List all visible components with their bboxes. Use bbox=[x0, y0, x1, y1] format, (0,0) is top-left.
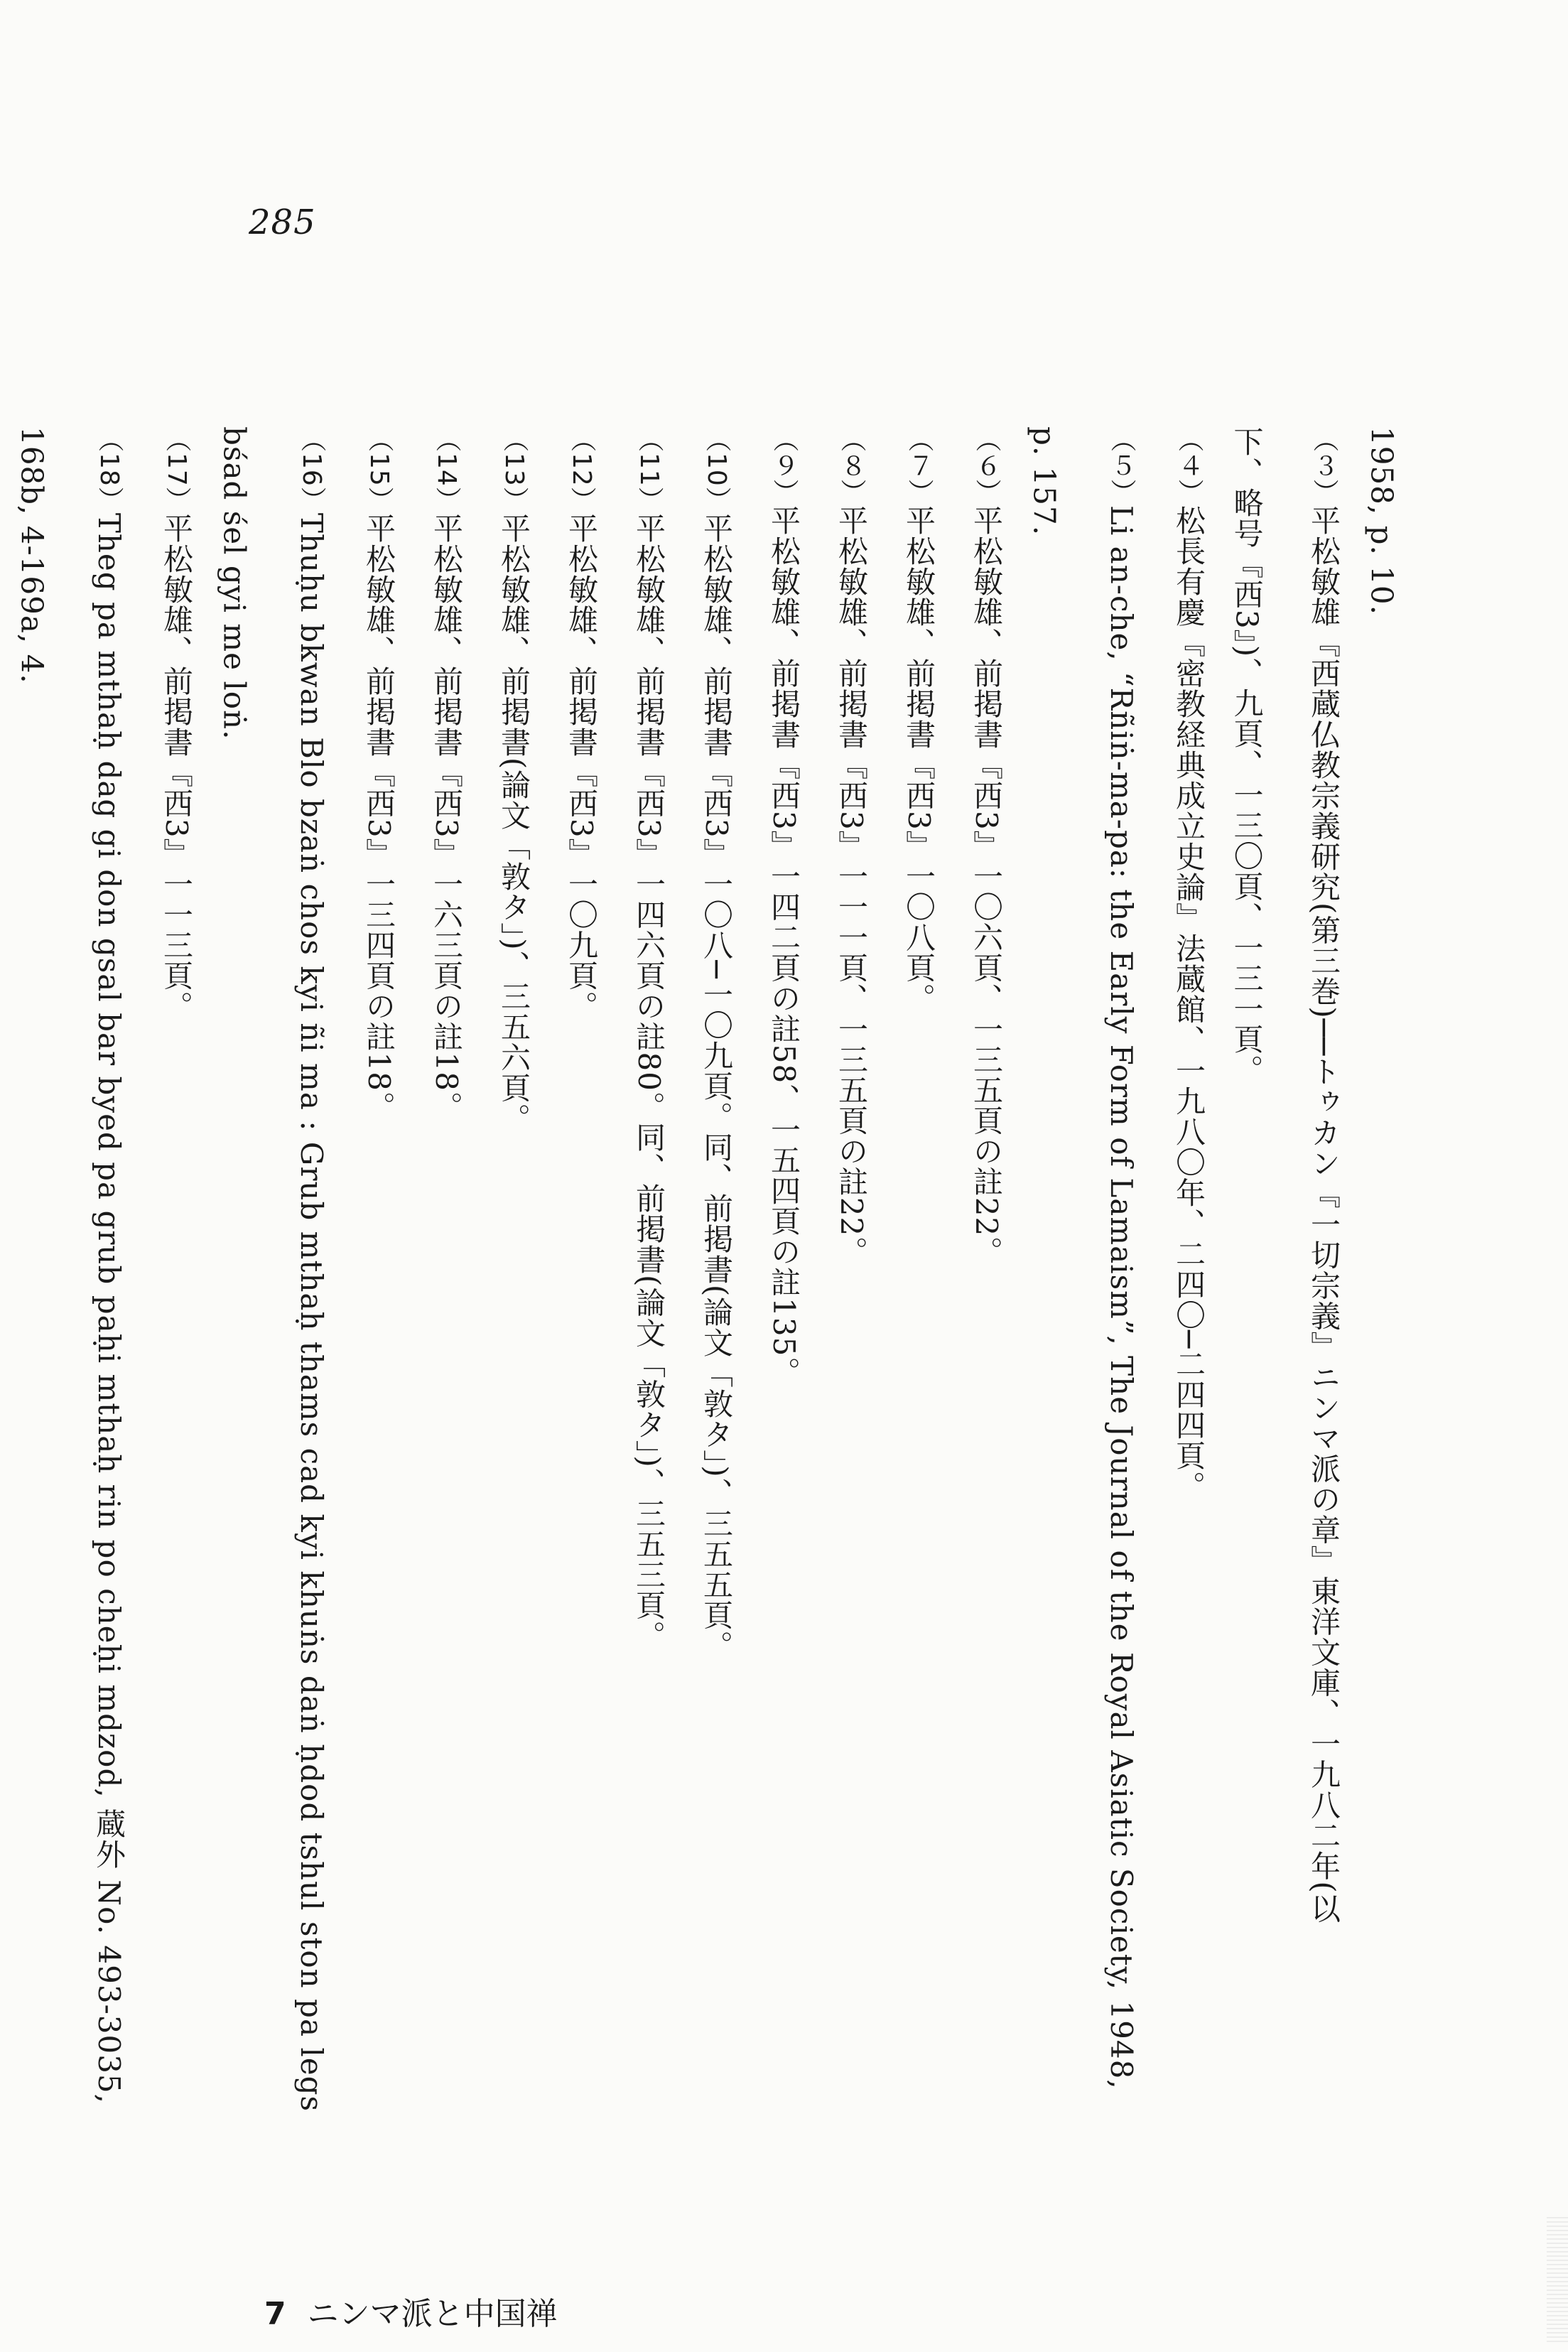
note-number: （９） bbox=[769, 426, 799, 505]
note-number: （６） bbox=[972, 426, 1001, 505]
running-footer bbox=[264, 2288, 558, 2334]
note-line bbox=[673, 426, 740, 2217]
note-line bbox=[740, 426, 808, 2217]
note-line bbox=[0, 426, 65, 2217]
note-text: bśad śel gyi me loṅ. bbox=[217, 426, 252, 740]
note-text: 168b, 4-169a, 4. bbox=[14, 426, 50, 684]
note-number: （７） bbox=[904, 426, 934, 505]
note-line bbox=[200, 426, 268, 2217]
note-text: 平松敏雄、前掲書『西3』一〇九頁。 bbox=[564, 512, 599, 1022]
note-line bbox=[605, 426, 673, 2217]
note-text: Thuḥu bkwan Blo bzaṅ chos kyi ñi ma : Grub mthaḥ thams cad kyi khuṅs daṅ ḥdod tshul ston pa legs bbox=[294, 512, 329, 2113]
note-line bbox=[1078, 426, 1145, 2217]
page-number: 285 bbox=[249, 203, 316, 242]
note-text: 平松敏雄、前掲書『西3』一六三頁の註18。 bbox=[429, 512, 464, 1122]
note-text: 平松敏雄、前掲書『西3』一三四頁の註18。 bbox=[362, 512, 396, 1122]
note-line bbox=[1145, 426, 1213, 2217]
note-line bbox=[403, 426, 470, 2217]
note-line bbox=[133, 426, 200, 2217]
note-number: （10） bbox=[702, 426, 731, 513]
note-number: （５） bbox=[1107, 426, 1136, 505]
note-number: （８） bbox=[837, 426, 866, 505]
note-number: （16） bbox=[297, 426, 326, 513]
note-number: （12） bbox=[567, 426, 596, 513]
note-line bbox=[538, 426, 605, 2217]
note-text: Theg pa mthaḥ dag gi don gsal bar byed pa grub paḥi mthaḥ rin po cheḥi mdzod, 蔵外 No. 493-3035, bbox=[92, 512, 126, 2104]
note-line bbox=[875, 426, 943, 2217]
note-number: （17） bbox=[162, 426, 191, 513]
scan-edge-artifact bbox=[1547, 2217, 1568, 2345]
note-line bbox=[65, 426, 133, 2217]
note-text: 平松敏雄、前掲書『西3』一四二頁の註58、一五四頁の註135。 bbox=[767, 505, 801, 1388]
note-line bbox=[808, 426, 875, 2217]
note-number: （３） bbox=[1309, 426, 1339, 505]
note-text: 平松敏雄、前掲書『西3』一一三頁。 bbox=[159, 512, 194, 1022]
note-line bbox=[1010, 426, 1078, 2217]
note-text: 松長有慶『密教経典成立史論』法蔵館、一九八〇年、二四〇─二四四頁。 bbox=[1172, 505, 1206, 1502]
chapter-number: 7 bbox=[264, 2296, 286, 2332]
note-text: 平松敏雄、前掲書『西3』一〇六頁、一三五頁の註22。 bbox=[969, 505, 1004, 1268]
note-line bbox=[335, 426, 403, 2217]
note-text: 平松敏雄『西蔵仏教宗義研究(第三巻)──トゥカン『一切宗義』ニンマ派の章』東洋文庫、一九八二年(以 bbox=[1307, 505, 1341, 1924]
note-line bbox=[1348, 426, 1415, 2217]
chapter-title: ニンマ派と中国禅 bbox=[307, 2296, 558, 2332]
note-line bbox=[1280, 426, 1348, 2217]
note-text: 平松敏雄、前掲書『西3』一〇八頁。 bbox=[902, 505, 936, 1014]
note-number: （18） bbox=[94, 426, 124, 513]
note-line bbox=[1213, 426, 1280, 2217]
note-number: （15） bbox=[364, 426, 394, 513]
note-text: p. 157. bbox=[1027, 426, 1062, 536]
note-text: 平松敏雄、前掲書『西3』一一一頁、一三五頁の註22。 bbox=[834, 505, 869, 1268]
endnotes bbox=[14, 426, 1415, 2217]
note-text: 平松敏雄、前掲書『西3』一四六頁の註80。同、前掲書(論文「敦タ」)、三五三頁。 bbox=[632, 512, 666, 1651]
note-text: Li an-che, “Rñiṅ-ma-pa: the Early Form of Lamaism”, The Journal of the Royal Asiatic Society, 1948, bbox=[1104, 505, 1139, 2090]
note-number: （14） bbox=[432, 426, 461, 513]
note-line bbox=[943, 426, 1010, 2217]
note-text: 下、略号『西3』)、九頁、一三〇頁、一三一頁。 bbox=[1229, 426, 1265, 1086]
note-line bbox=[268, 426, 335, 2217]
note-text: 1958, p. 10. bbox=[1364, 426, 1400, 615]
note-number: （４） bbox=[1174, 426, 1204, 505]
note-number: （13） bbox=[499, 426, 529, 513]
note-number: （11） bbox=[634, 426, 664, 513]
note-text: 平松敏雄、前掲書(論文「敦タ」)、三五六頁。 bbox=[497, 512, 531, 1134]
note-text: 平松敏雄、前掲書『西3』一〇八─一〇九頁。同、前掲書(論文「敦タ」)、三五五頁。 bbox=[699, 512, 734, 1661]
note-line bbox=[470, 426, 538, 2217]
